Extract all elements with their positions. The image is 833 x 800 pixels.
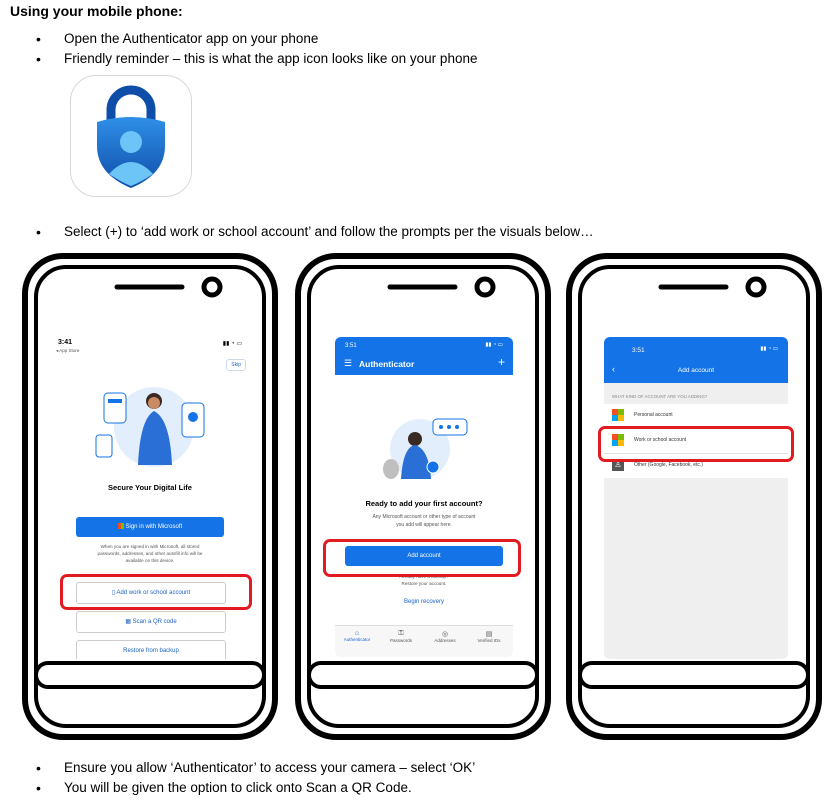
key-icon: ⚿	[398, 630, 404, 637]
option-other-account[interactable]: ♙ Other (Google, Facebook, etc.)	[604, 454, 788, 478]
bullet-list-bottom	[0, 758, 475, 798]
account-type-question: WHAT KIND OF ACCOUNT ARE YOU ADDING?	[612, 394, 708, 399]
tab-verified-ids[interactable]: ▤ Verified IDs	[467, 630, 511, 643]
authenticator-app-icon	[70, 75, 192, 197]
phone-2	[295, 253, 551, 740]
tab-authenticator[interactable]: ⌂ Authenticator	[335, 630, 379, 642]
option-personal-account[interactable]: Personal account	[604, 404, 788, 429]
scan-qr-code-button[interactable]: ▦ Scan a QR code	[76, 611, 226, 633]
back-to-app-store[interactable]: ◂ App Store	[56, 348, 80, 353]
sign-in-info: When you are signed in with Microsoft, all stored passwords, addresses, and other autofill info will be available on this device.	[97, 544, 203, 563]
hamburger-menu-icon[interactable]: ☰	[344, 358, 353, 368]
highlight-add-account	[323, 539, 521, 577]
qr-code-icon: ▦	[125, 619, 131, 625]
empty-state-illustration	[375, 413, 475, 483]
backup-text: Already have a backup? Restore your account.	[399, 574, 449, 586]
sign-in-microsoft-button[interactable]: Sign in with Microsoft	[76, 517, 224, 537]
bottom-tab-bar	[335, 625, 513, 657]
microsoft-logo-icon	[118, 523, 124, 529]
screen-authenticator-empty	[335, 337, 513, 657]
app-header	[335, 337, 513, 375]
begin-recovery-link[interactable]: Begin recovery	[403, 599, 445, 605]
status-time: 3:41	[58, 339, 73, 346]
page-heading: Using your mobile phone:	[10, 3, 183, 19]
bullet-select-add: • Select (+) to ‘add work or school account’ and follow the prompts per the visuals below…	[0, 222, 594, 242]
skip-button[interactable]: Skip	[226, 359, 246, 371]
add-plus-button[interactable]: +	[497, 355, 505, 369]
restore-from-backup-button[interactable]: Restore from backup	[76, 640, 226, 659]
tab-addresses[interactable]: ◎ Addresses	[423, 630, 467, 643]
back-chevron-icon[interactable]: ‹	[612, 364, 615, 374]
welcome-title: Secure Your Digital Life	[108, 483, 192, 492]
home-icon: ⌂	[354, 630, 360, 637]
add-account-title: Add account	[677, 367, 715, 374]
location-pin-icon: ◎	[441, 631, 449, 638]
bullet-list-select	[0, 222, 594, 242]
status-icons: ▮▮ ◔ ▭	[760, 346, 778, 352]
tab-passwords[interactable]: ⚿ Passwords	[379, 630, 423, 643]
id-card-icon: ▤	[485, 631, 493, 638]
status-icons: ▮▮ ◔ ▭	[222, 341, 242, 347]
highlight-add-work-account	[60, 574, 252, 610]
bullet-reminder: • Friendly reminder – this is what the app icon looks like on your phone	[0, 49, 477, 69]
bullet-list-top	[0, 29, 477, 69]
bullet-scan-qr: • You will be given the option to click onto Scan a QR Code.	[0, 778, 475, 798]
option-work-school-account[interactable]: Work or school account	[604, 429, 788, 454]
phone-1	[22, 253, 278, 740]
status-time: 3:51	[345, 343, 357, 349]
badge-icon: ▯	[111, 590, 116, 596]
highlight-work-school-account	[598, 426, 794, 462]
status-time: 3:51	[632, 347, 645, 354]
bullet-open-app: • Open the Authenticator app on your phone	[0, 29, 477, 49]
phone-3	[566, 253, 822, 740]
screen-add-account	[604, 337, 788, 659]
app-title: Authenticator	[359, 359, 415, 369]
add-work-school-account-button[interactable]: ▯ Add work or school account	[76, 582, 226, 604]
microsoft-logo-icon	[612, 409, 624, 421]
person-icon: ♙	[612, 459, 624, 471]
empty-state-subtitle: Any Microsoft account or other type of account you add will appear here.	[372, 514, 476, 528]
add-account-header	[604, 337, 788, 383]
bullet-allow-camera: • Ensure you allow ‘Authenticator’ to access your camera – select ‘OK’	[0, 758, 475, 778]
empty-state-title: Ready to add your first account?	[365, 499, 483, 508]
add-account-button[interactable]: Add account	[345, 546, 503, 566]
status-icons: ▮▮ ◔ ▭	[485, 342, 503, 348]
secure-life-illustration	[86, 381, 216, 469]
